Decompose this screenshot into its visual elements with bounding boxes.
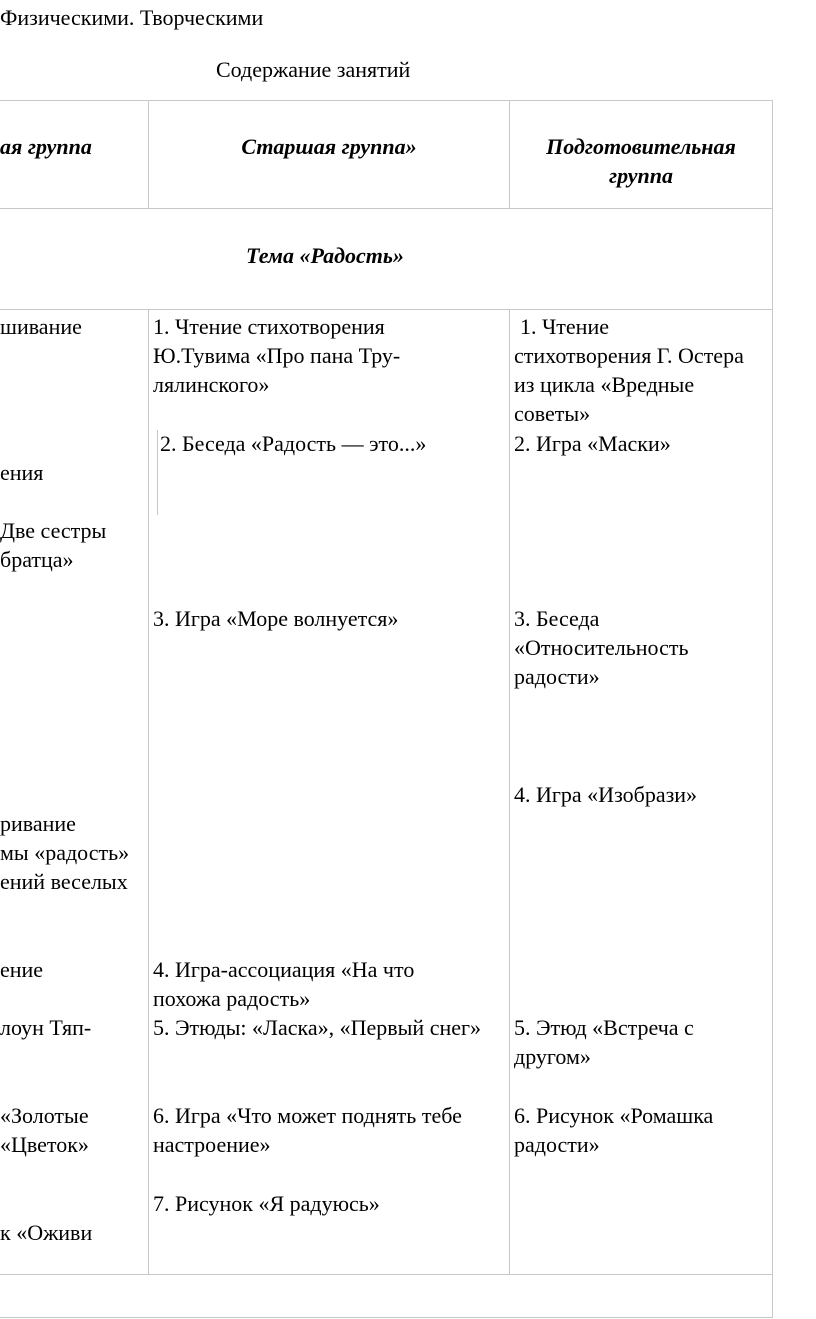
col2-item-5: 5. Этюды: «Ласка», «Первый снег»: [153, 1015, 482, 1040]
table-inner-mark: [157, 430, 158, 515]
table-border-top: [0, 100, 773, 101]
table-border-header-bottom: [0, 208, 773, 209]
col2-item-3: 3. Игра «Море волнуется»: [153, 606, 399, 631]
col2-item-2: 2. Беседа «Радость — это...»: [160, 431, 427, 456]
col2-item-7: 7. Рисунок «Я радуюсь»: [153, 1191, 380, 1216]
table-col-divider-1-body: [148, 309, 149, 1274]
col3-item-3: 3. Беседа «Относительность радости»: [514, 606, 689, 689]
col3-item-4: 4. Игра «Изобрази»: [514, 782, 698, 807]
table-border-body-bottom: [0, 1274, 773, 1275]
col1-line-5: ривание: [0, 811, 76, 836]
table-border-right: [772, 100, 773, 1318]
col2-item-6: 6. Игра «Что может поднять тебе настроение»: [153, 1103, 462, 1157]
header-col-3: Подготовительная группа: [546, 134, 736, 188]
col2-item-4: 4. Игра-ассоциация «На что похожа радость»: [153, 957, 415, 1011]
header-col-1: ая группа: [0, 134, 92, 159]
col1-line-9: лоун Тяп-: [0, 1015, 92, 1040]
col1-line-8: ение: [0, 957, 44, 982]
col3-item-2: 2. Игра «Маски»: [514, 431, 671, 456]
col1-line-3: Две сестры: [0, 518, 107, 543]
col1-line-11: «Цветок»: [0, 1132, 89, 1157]
col1-line-10: «Золотые: [0, 1103, 89, 1128]
col1-line-6: мы «радость»: [0, 840, 130, 865]
table-col-divider-2-body: [509, 309, 510, 1274]
table-border-bottom: [0, 1317, 773, 1318]
section-title: Содержание занятий: [216, 57, 411, 82]
col3-item-6: 6. Рисунок «Ромашка радости»: [514, 1103, 714, 1157]
theme-title: Тема «Радость»: [246, 243, 404, 268]
header-col-2: Старшая группа»: [241, 134, 417, 159]
col3-item-1: 1. Чтение стихотворения Г. Остера из цикла «Вредные советы»: [514, 314, 744, 426]
table-col-divider-2-header: [509, 100, 510, 208]
intro-text: Физическими. Творческими: [0, 5, 264, 30]
col1-line-4: братца»: [0, 547, 74, 572]
col1-line-2: ения: [0, 460, 44, 485]
col2-item-1: 1. Чтение стихотворения Ю.Тувима «Про пана Тру-лялинского»: [153, 314, 401, 397]
table-border-theme-bottom: [0, 309, 773, 310]
col1-line-12: к «Оживи: [0, 1220, 93, 1245]
col1-line-7: ений веселых: [0, 869, 128, 894]
col1-line-1: шивание: [0, 314, 82, 339]
col3-item-5: 5. Этюд «Встреча с другом»: [514, 1015, 694, 1069]
